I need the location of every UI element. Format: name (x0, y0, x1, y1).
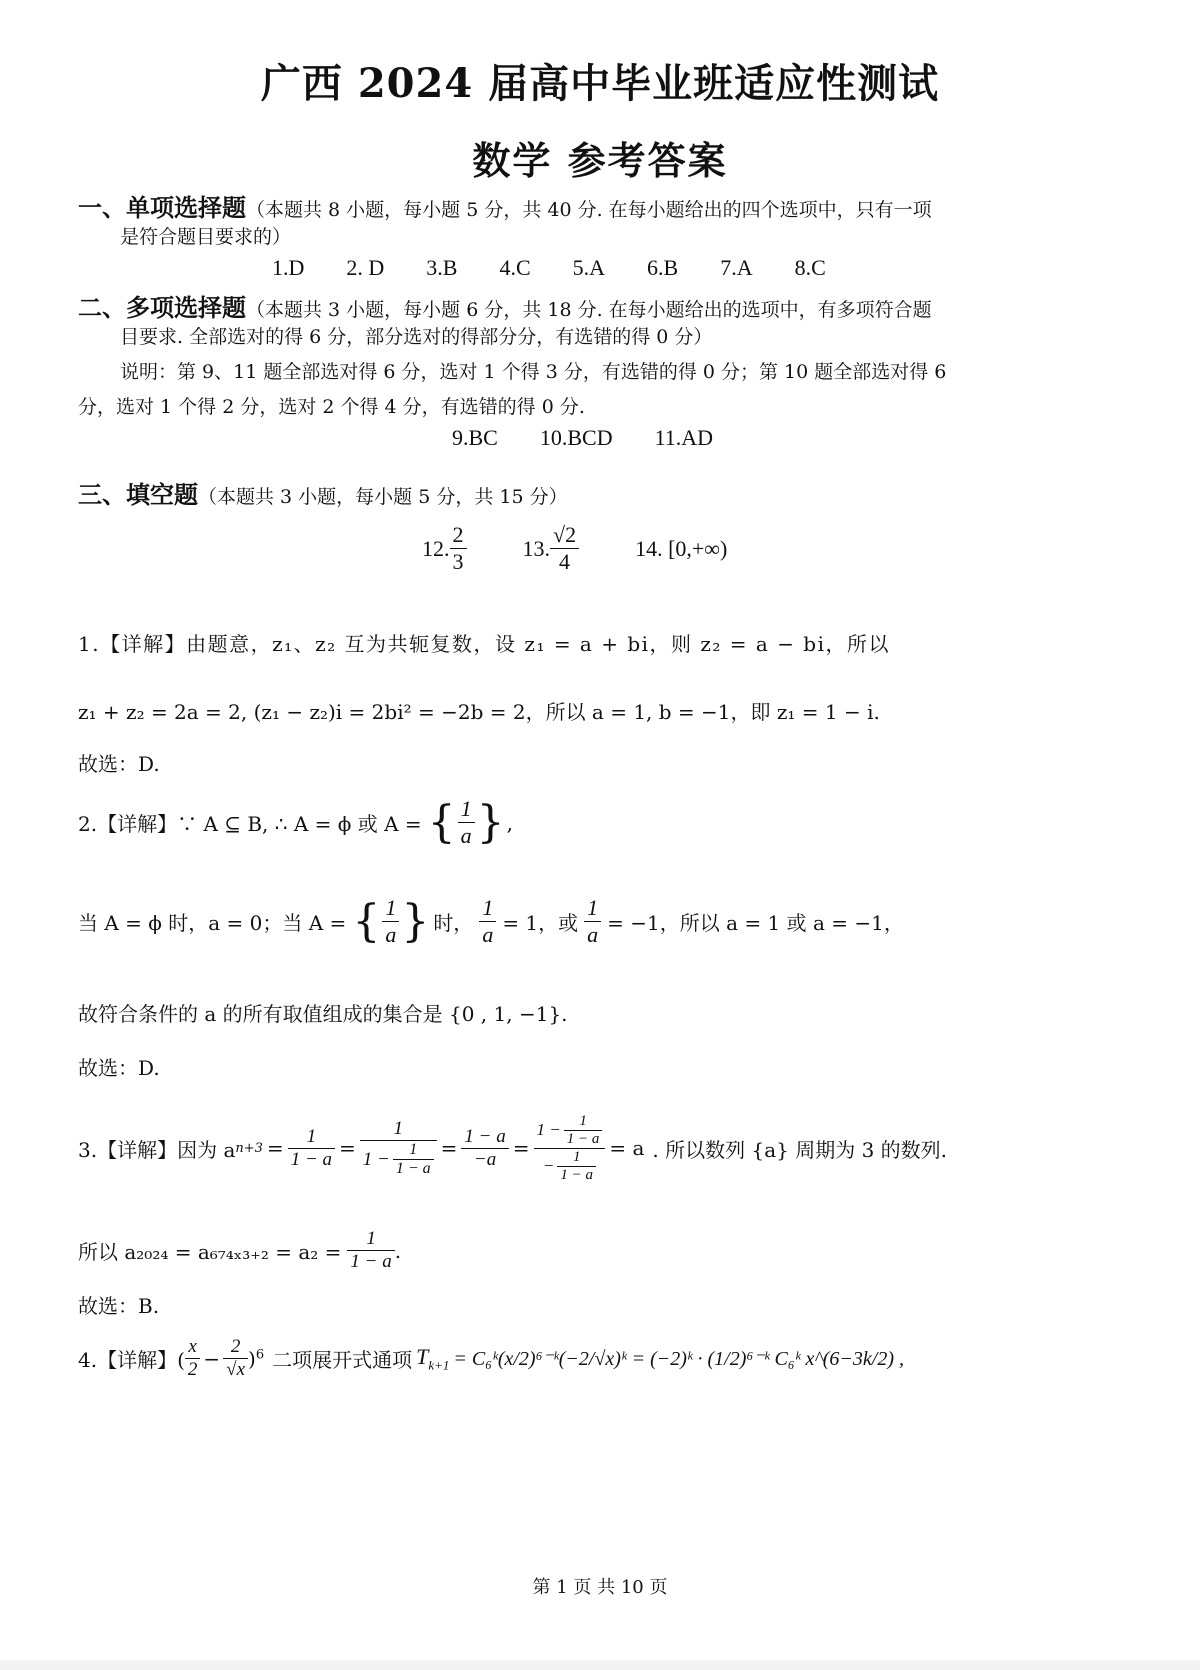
q2-line2-a: 当 A = ϕ 时，a = 0；当 A = (78, 911, 347, 935)
q3-line2-numerator: 1 (347, 1228, 394, 1251)
q3-line2 (78, 1228, 401, 1273)
q4-frac-2sqrtx-num: 2 (223, 1336, 248, 1359)
q3-lead: 3.【详解】因为 a (78, 1137, 236, 1162)
q3-tail: = a (609, 1136, 645, 1160)
q3-frac-4-bot-den: 1 − a (560, 1166, 593, 1183)
q3-frac-1 (288, 1126, 335, 1171)
q3-frac-2-numerator: 1 (360, 1118, 437, 1141)
answer-13-fraction (550, 522, 579, 575)
q4-minus: − (203, 1346, 221, 1371)
q3-frac-4-bot-inner (557, 1149, 596, 1184)
q3-frac-4-bot-num: 1 (557, 1149, 596, 1167)
q3-frac-2-inner-den: 1 − a (395, 1160, 431, 1177)
q3-frac-2 (360, 1118, 437, 1178)
section3-note: （本题共 3 小题，每小题 5 分，共 15 分） (198, 486, 568, 508)
answer-12-denominator: 3 (452, 549, 464, 574)
q3-subscript: n+3 (235, 1140, 263, 1156)
q2-frac-1 (479, 895, 496, 948)
q2-line2 (78, 895, 904, 948)
answer-3: 3.B (426, 255, 458, 280)
page-subtitle: 数学 参考答案 (472, 138, 728, 183)
q4-frac-x2-den: 2 (187, 1359, 198, 1380)
q2-set-denominator: a (460, 823, 472, 848)
section2-answers (452, 425, 713, 451)
q4-formula-rest: = C₆ᵏ(x/2)⁶⁻ᵏ(−2/√x)ᵏ = (−2)ᵏ · (1/2)⁶⁻ᵏ C₆ᵏ x^(6−3k/2) , (453, 1348, 905, 1370)
answer-4: 4.C (499, 255, 531, 280)
answer-12-numerator: 2 (450, 522, 467, 549)
q3-frac-4-top-inner (564, 1113, 603, 1148)
q2-set-numerator: 1 (458, 796, 475, 823)
section2-note-line1: （本题共 3 小题，每小题 6 分，共 18 分. 在每小题给出的选项中，有多项符合题 (246, 299, 932, 321)
q3-choice: 故选：B. (78, 1294, 160, 1318)
q3-frac-1-denominator: 1 − a (290, 1148, 333, 1170)
q2-line2-right-brace: } (401, 896, 430, 947)
section1-note-line2: 是符合题目要求的） (120, 226, 292, 248)
q2-line2-set-denominator: a (385, 922, 397, 947)
q1-line2: z₁ + z₂ = 2a = 2, (z₁ − z₂)i = 2bi² = −2b = 2，所以 a = 1, b = −1，即 z₁ = 1 − i. (78, 700, 880, 724)
q2-line2-set-numerator: 1 (382, 895, 399, 922)
answer-13-numerator: √2 (550, 522, 579, 549)
q4-line1 (78, 1336, 904, 1381)
section3-line (78, 475, 568, 510)
q2-line1-text: 2.【详解】∵ A ⊆ B, ∴ A = ϕ 或 A = (78, 812, 422, 836)
q2-line2-set-fraction (382, 895, 399, 948)
page-title: 广西 2024 届高中毕业班适应性测试 (260, 60, 940, 107)
answer-12-label: 12. (422, 535, 450, 561)
q4-frac-x2-num: x (185, 1336, 201, 1359)
q3-line2-fraction (347, 1228, 394, 1273)
q1-line1: 1.【详解】由题意，z₁、z₂ 互为共轭复数，设 z₁ = a + bi，则 z₂ = a − bi，所以 (78, 632, 891, 656)
q3-frac-4-bottom (534, 1149, 606, 1184)
q1-choice: 故选：D. (78, 752, 160, 776)
q3-frac-2-denominator (360, 1141, 437, 1178)
q3-tail3: } 周期为 3 的数列. (776, 1137, 948, 1162)
section2-remark-line2: 分，选对 1 个得 2 分，选对 2 个得 4 分，有选错的得 0 分. (78, 396, 585, 418)
section2-remark-line1: 说明：第 9、11 题全部选对得 6 分，选对 1 个得 3 分，有选错的得 0 分；第 10 题全部选对得 6 (120, 361, 947, 383)
q3-tail2: . 所以数列 {a (652, 1137, 777, 1162)
q3-frac-4-top (534, 1113, 606, 1149)
section2-line1 (78, 288, 932, 323)
answer-11: 11.AD (654, 425, 714, 450)
answer-13-denominator: 4 (559, 549, 571, 574)
q4-lead: 4.【详解】( (78, 1348, 185, 1372)
q3-frac-3 (461, 1126, 508, 1171)
section1-line1 (78, 188, 932, 223)
q3-eq-3: = (440, 1136, 458, 1160)
q4-text-mid: 二项展开式通项 (272, 1348, 413, 1372)
q2-frac-2 (584, 895, 601, 948)
q4-close-paren: )$^6$ (248, 1346, 265, 1371)
q2-line2-d: = −1，所以 a = 1 或 a = −1， (607, 911, 904, 935)
q3-line2-denominator: 1 − a (350, 1251, 392, 1272)
q2-set-fraction (458, 796, 475, 849)
q3-eq-1: = (266, 1136, 284, 1160)
section3-answers (422, 522, 727, 575)
answer-8: 8.C (794, 255, 826, 280)
section1-heading: 一、单项选择题 (78, 194, 246, 222)
answer-9: 9.BC (452, 425, 498, 450)
q3-frac-2-inner-num: 1 (393, 1141, 434, 1160)
q2-frac-1-denominator: a (482, 922, 494, 947)
answer-10: 10.BCD (539, 425, 613, 450)
q4-frac-2sqrtx (223, 1336, 248, 1381)
answer-14: 14. [0,+∞) (635, 535, 728, 561)
q3-line2-period: . (394, 1238, 402, 1263)
q4-frac-x2 (185, 1336, 201, 1381)
section2-heading: 二、多项选择题 (78, 294, 246, 322)
q4-formula-t-letter: T (416, 1343, 429, 1369)
answer-7: 7.A (720, 255, 753, 280)
section1-note-line1: （本题共 8 小题，每小题 5 分，共 40 分. 在每小题给出的四个选项中，只有一项 (246, 199, 932, 221)
q2-line3: 故符合条件的 a 的所有取值组成的集合是 {0 , 1, −1}. (78, 1002, 568, 1026)
q3-eq-4: = (512, 1136, 530, 1160)
section3-heading: 三、填空题 (78, 481, 198, 509)
answer-6: 6.B (647, 255, 679, 280)
q2-frac-2-numerator: 1 (584, 895, 601, 922)
q2-line1-comma: , (506, 810, 514, 835)
section1-answers (272, 255, 826, 281)
q3-frac-1-numerator: 1 (288, 1126, 335, 1149)
q2-line2-left-brace: { (352, 896, 381, 947)
q2-left-brace: { (427, 797, 456, 848)
q3-frac-2-den-a: 1 − (362, 1148, 390, 1170)
answer-12-fraction (450, 522, 467, 575)
answer-13-label: 13. (522, 535, 550, 561)
q3-frac-4-top-a: 1 − (536, 1120, 561, 1139)
q2-frac-1-numerator: 1 (479, 895, 496, 922)
q3-line1 (78, 1092, 947, 1204)
q2-right-brace: } (476, 797, 505, 848)
scan-edge (0, 1660, 1200, 1670)
answer-5: 5.A (572, 255, 606, 280)
q3-frac-4-top-den: 1 − a (566, 1130, 600, 1147)
q2-line2-b: 时， (433, 911, 474, 935)
section2-note-line2: 目要求. 全部选对的得 6 分，部分选对的得部分分，有选错的得 0 分） (120, 326, 713, 348)
q3-frac-3-numerator: 1 − a (461, 1126, 508, 1149)
q3-frac-4-top-num: 1 (564, 1113, 603, 1131)
page-footer: 第 1 页 共 10 页 (532, 1577, 668, 1598)
q3-frac-4-bot-a: − (542, 1156, 555, 1175)
q2-frac-2-denominator: a (587, 922, 599, 947)
q2-line2-c: = 1，或 (502, 911, 579, 935)
q2-choice: 故选：D. (78, 1056, 160, 1080)
q3-frac-3-denominator: −a (473, 1148, 497, 1170)
q2-line1 (78, 796, 513, 849)
q3-frac-4 (534, 1113, 606, 1184)
answer-1: 1.D (272, 255, 305, 280)
q3-frac-2-inner (393, 1141, 434, 1178)
answer-2: 2. D (346, 255, 385, 280)
q3-line2-text: 所以 a₂₀₂₄ = a₆₇₄ₓ₃₊₂ = a₂ = (78, 1240, 342, 1264)
q4-frac-2sqrtx-den: √x (226, 1359, 246, 1380)
q4-formula-t: $T_{k+1}$ (416, 1343, 450, 1373)
q3-eq-2: = (339, 1136, 356, 1160)
